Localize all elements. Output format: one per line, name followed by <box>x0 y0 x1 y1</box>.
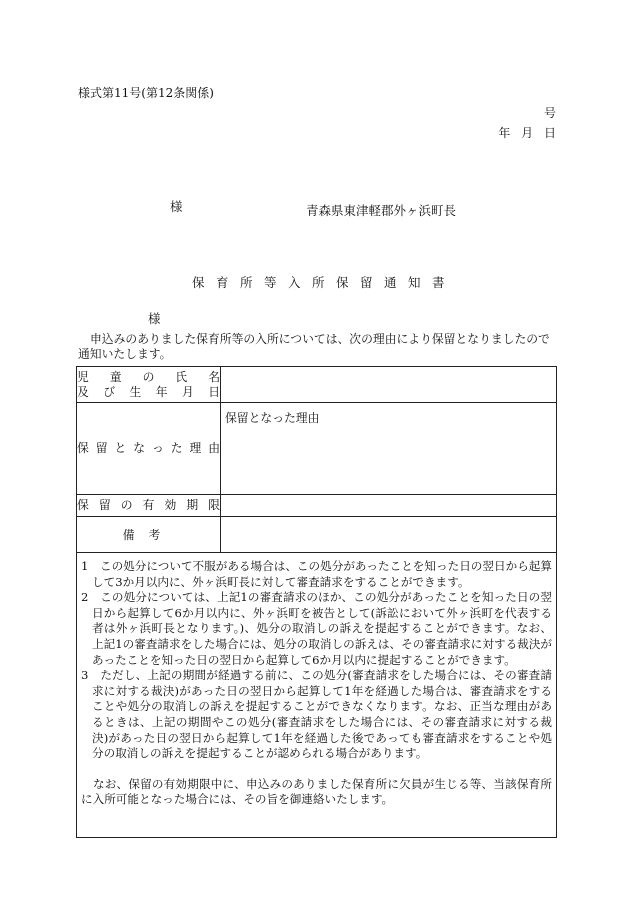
validity-row <box>77 495 557 517</box>
issuer-name: 青森県東津軽郡外ヶ浜町長 <box>306 203 457 218</box>
reason-row <box>77 403 557 495</box>
name-dob-label <box>77 367 221 403</box>
reason-label-cell <box>77 403 221 495</box>
notes-cell <box>77 553 557 838</box>
remarks-label: 備考 <box>77 517 221 553</box>
name-dob-label-line1: 児童の氏名 <box>77 369 220 384</box>
notes-row <box>77 553 557 838</box>
closing-note: なお、保留の有効期限中に、申込みのありました保育所に欠員が生じる等、当該保育所に入所可能となった場合には、その旨を御連絡いたします。 <box>81 776 552 807</box>
reason-label: 保留となった理由 <box>77 441 220 455</box>
validity-label: 保留の有効期限 <box>77 498 220 512</box>
remarks-value[interactable] <box>221 517 557 553</box>
name-dob-label-line2: 及び生年月日 <box>77 384 220 399</box>
child-honorific: 様 <box>148 311 161 326</box>
name-dob-value[interactable] <box>221 367 557 403</box>
document-title: 保育所等入所保留通知書 <box>192 275 457 290</box>
form-number: 様式第11号(第12条関係) <box>78 86 214 100</box>
reason-value[interactable]: 保留となった理由 <box>221 403 557 495</box>
validity-label-cell <box>77 495 221 517</box>
recipient-honorific: 様 <box>170 199 183 214</box>
note-item-2: 2 この処分については、上記1の審査請求のほか、この処分があったことを知った日の翌日から起算して6か月以内に、外ヶ浜町を被告として(訴訟において外ヶ浜町を代表する者は外ヶ浜町長となります。)、処分の取消しの訴えを提起することができます。なお、上記1の審査請求をした場合には、処分の取消しの訴えは、その審査請求に対する裁決があったことを知った日の翌日から起算して6か月以内に提起することができます。 <box>81 590 552 667</box>
intro-text: 申込みのありました保育所等の入所については、次の理由により保留となりましたので通知いたします。 <box>78 332 550 361</box>
issue-date-label: 年 月 日 <box>498 126 556 140</box>
remarks-row <box>77 517 557 553</box>
issue-number-label: 号 <box>543 106 556 120</box>
validity-value[interactable] <box>221 495 557 517</box>
note-item-3: 3 ただし、上記の期間が経過する前に、この処分(審査請求をした場合には、その審査請求に対する裁決)があった日の翌日から起算して1年を経過した場合は、審査請求をすることや処分の取消しの訴えを提起することができなくなります。なお、正当な理由があるときは、上記の期間やこの処分(審査請求をした場合には、その審査請求に対する裁決)があった日の翌日から起算して1年を経過した後であっても審査請求をすることや処分の取消しの訴えを提起することが認められる場合があります。 <box>81 668 552 761</box>
notice-table <box>76 366 557 838</box>
name-dob-row <box>77 367 557 403</box>
note-item-1: 1 この処分について不服がある場合は、この処分があったことを知った日の翌日から起算して3か月以内に、外ヶ浜町長に対して審査請求をすることができます。 <box>81 559 552 589</box>
